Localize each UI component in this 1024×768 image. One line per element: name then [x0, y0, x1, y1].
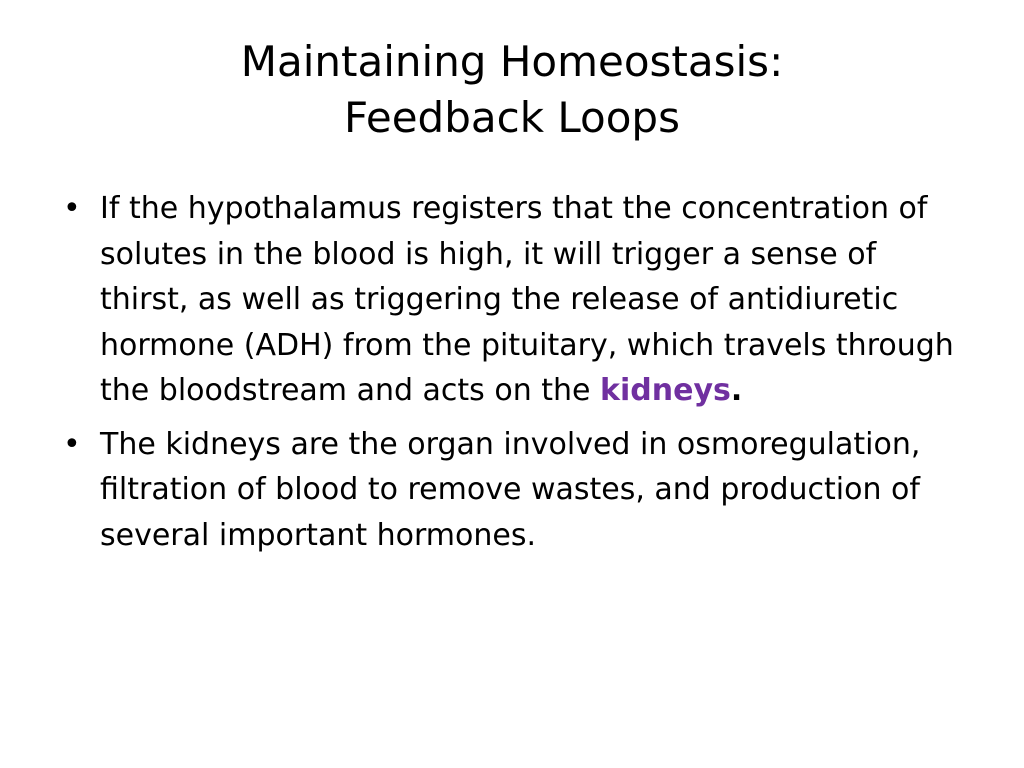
slide-title — [60, 34, 964, 146]
bullet-list — [60, 186, 960, 566]
slide-title-line-2: Feedback Loops — [344, 93, 680, 142]
slide-title-line-1: Maintaining Homeostasis: — [240, 37, 784, 86]
bullet-text-end: . — [730, 373, 743, 408]
bullet-item-kidneys — [60, 422, 960, 559]
bullet-text: The kidneys are the organ involved in osmoregulation, filtration of blood to remove wastes, and production of several important hormones. — [100, 426, 921, 553]
bullet-marker-icon: • — [63, 426, 81, 462]
highlighted-term-kidneys: kidneys — [600, 373, 731, 408]
bullet-marker-icon: • — [63, 191, 81, 226]
bullet-item-hypothalamus — [60, 186, 960, 414]
bullet-text: If the hypothalamus registers that the concentration of solutes in the blood is high, it will trigger a sense of thirst, as well as triggering the release of antidiuretic hormone (ADH) from the pituitary, which travels through the bloodstream and acts on the — [100, 191, 954, 408]
